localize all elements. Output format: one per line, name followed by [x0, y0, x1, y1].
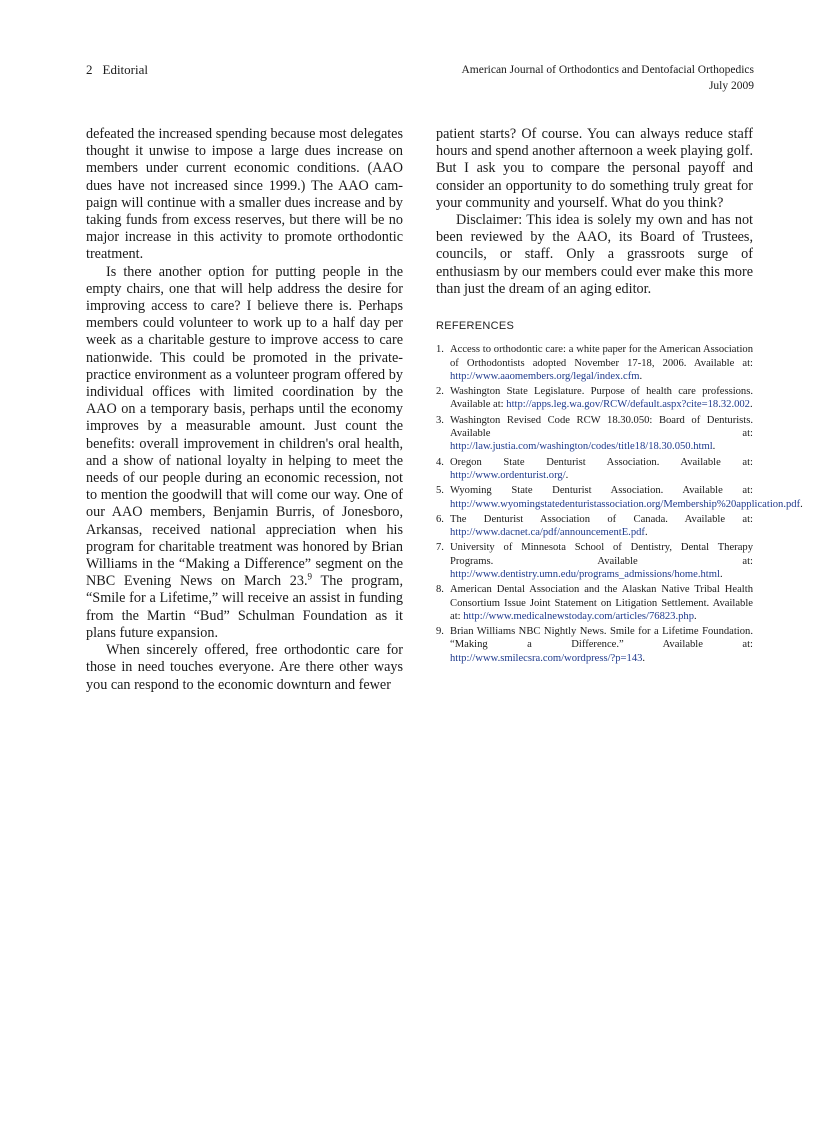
issue-date: July 2009 — [708, 80, 754, 92]
reference-item — [436, 513, 753, 540]
reference-number: 3. — [436, 414, 444, 426]
paragraph-text: Is there another option for putting people in the empty chairs, one that will help address the desire for improving access to care? I believe there is. Perhaps members could volunteer to work up to a half day per week as a charitable gesture to improve access to care nationwide. This could be promoted in the private-practice environment as a volunteer program offered by individual offices with limited coordination by the AAO on a temporary basis, perhaps until the economy improves by a measurable amount. Just count the benefits: overall improvement in children's oral health, and a show of national loyalty in helping to meet the needs of our people during an economic recession, not to mention the goodwill that will come our way. One of our AAO members, Benjamin Burris, of Jonesboro, Arkansas, received national appreciation when his program for charitable treatment was honored by Brian Williams in the “Making a Difference” segment on the NBC Evening News on March 23. — [86, 263, 403, 590]
citation-superscript: 9 — [307, 571, 313, 582]
reference-link[interactable]: http://www.smilecsra.com/wordpress/?p=143 — [450, 652, 643, 664]
header-left — [86, 62, 148, 78]
reference-link[interactable]: http://law.justia.com/washington/codes/title18/18.30.050.html — [450, 441, 713, 453]
reference-link[interactable]: http://www.medicalnewstoday.com/articles/76823.php — [463, 610, 695, 622]
reference-text: Brian Williams NBC Nightly News. Smile for a Lifetime Foundation. “Making a Difference.” Available at: — [450, 626, 753, 651]
reference-text: The Denturist Association of Canada. Available at: — [450, 513, 753, 525]
reference-number: 6. — [436, 513, 444, 525]
reference-number: 9. — [436, 626, 444, 638]
reference-number: 4. — [436, 456, 444, 468]
reference-link[interactable]: http://www.wyomingstatedenturistassociation.org/Membership%20application.pdf — [450, 498, 801, 510]
reference-text: American Dental Association and the Alaskan Native Tribal Health Consortium Issue Joint Statement on Litigation Settlement. Available at: — [450, 584, 753, 622]
reference-text: Washington State Legislature. Purpose of health care professions. Available at: — [450, 386, 753, 411]
reference-tail: . — [565, 469, 569, 481]
paragraph: When sincerely offered, free orthodontic care for those in need touches everyone. Are there other ways you can respond to the economic downturn and fewer — [86, 642, 403, 693]
reference-tail: . — [694, 610, 697, 622]
reference-tail: . — [800, 498, 803, 510]
reference-item — [436, 385, 753, 412]
reference-number: 1. — [436, 344, 444, 356]
reference-item — [436, 583, 753, 623]
reference-tail: . — [644, 527, 648, 539]
reference-link[interactable]: http://www.ordenturist.org/ — [450, 469, 566, 481]
disclaimer-paragraph: Disclaimer: This idea is solely my own and has not been reviewed by the AAO, its Board of Trustees, councils, or staff. Only a grassroots surge of enthusiasm by our members could ever make this more than just the dream of an aging editor. — [436, 212, 753, 297]
reference-item — [436, 625, 753, 665]
reference-link[interactable]: http://www.dentistry.umn.edu/programs_admissions/home.html — [450, 568, 720, 580]
running-header — [86, 62, 754, 96]
reference-text: Oregon State Denturist Association. Available at: — [450, 456, 753, 468]
section-title: Editorial — [102, 62, 148, 77]
reference-tail: . — [642, 652, 646, 664]
reference-item — [436, 484, 803, 511]
reference-item — [436, 414, 753, 454]
reference-tail: . — [639, 370, 643, 382]
reference-tail: . — [719, 568, 723, 580]
header-right — [461, 62, 754, 94]
reference-item — [436, 541, 753, 581]
reference-text: Access to orthodontic care: a white paper for the American Association of Orthodontists adopted November 17-18, 2006. Available at: — [450, 344, 753, 369]
reference-tail: . — [749, 399, 753, 411]
reference-number: 5. — [436, 485, 444, 497]
journal-title: American Journal of Orthodontics and Dentofacial Orthopedics — [461, 64, 754, 76]
reference-text: Wyoming State Denturist Association. Available at: — [450, 485, 753, 497]
reference-text: University of Minnesota School of Dentistry, Dental Therapy Programs. Available at: — [450, 542, 753, 567]
reference-link[interactable]: http://www.dacnet.ca/pdf/announcementE.pdf — [450, 527, 645, 539]
paragraph: patient starts? Of course. You can always reduce staff hours and spend another afternoon a week playing golf. But I ask you to compare the personal payoff and consider an opportunity to do something truly great for your community and yourself. What do you think? — [436, 126, 753, 211]
page-number: 2 — [86, 62, 93, 77]
reference-item — [436, 343, 753, 383]
reference-link[interactable]: http://apps.leg.wa.gov/RCW/default.aspx?cite=18.32.002 — [506, 399, 750, 411]
reference-list — [436, 343, 803, 665]
reference-link[interactable]: http://www.aaomembers.org/legal/index.cfm — [450, 370, 640, 382]
right-column — [436, 126, 803, 667]
reference-item — [436, 456, 753, 483]
references-heading: REFERENCES — [436, 320, 515, 333]
paragraph-text: The program, “Smile for a Lifetime,” will receive an assist in funding from the Martin “Bud” Schulman Foundation as it plans future expansion. — [86, 573, 403, 641]
reference-number: 7. — [436, 542, 444, 554]
reference-text: Washington Revised Code RCW 18.30.050: Board of Denturists. Available at: — [450, 414, 753, 440]
reference-tail: . — [712, 441, 716, 453]
reference-number: 8. — [436, 584, 444, 596]
paragraph — [86, 264, 403, 642]
paragraph: defeated the increased spending because most delegates thought it unwise to impose a large dues increase on members under current economic conditions. (AAO dues have not increased since 1999.) The AAO campaign will continue with a smaller dues increase and by taking funds from excess reserves, but there will be no major increase in this activity to promote orthodontic treatment. — [86, 126, 403, 263]
reference-number: 2. — [436, 386, 444, 398]
left-column — [86, 126, 403, 694]
